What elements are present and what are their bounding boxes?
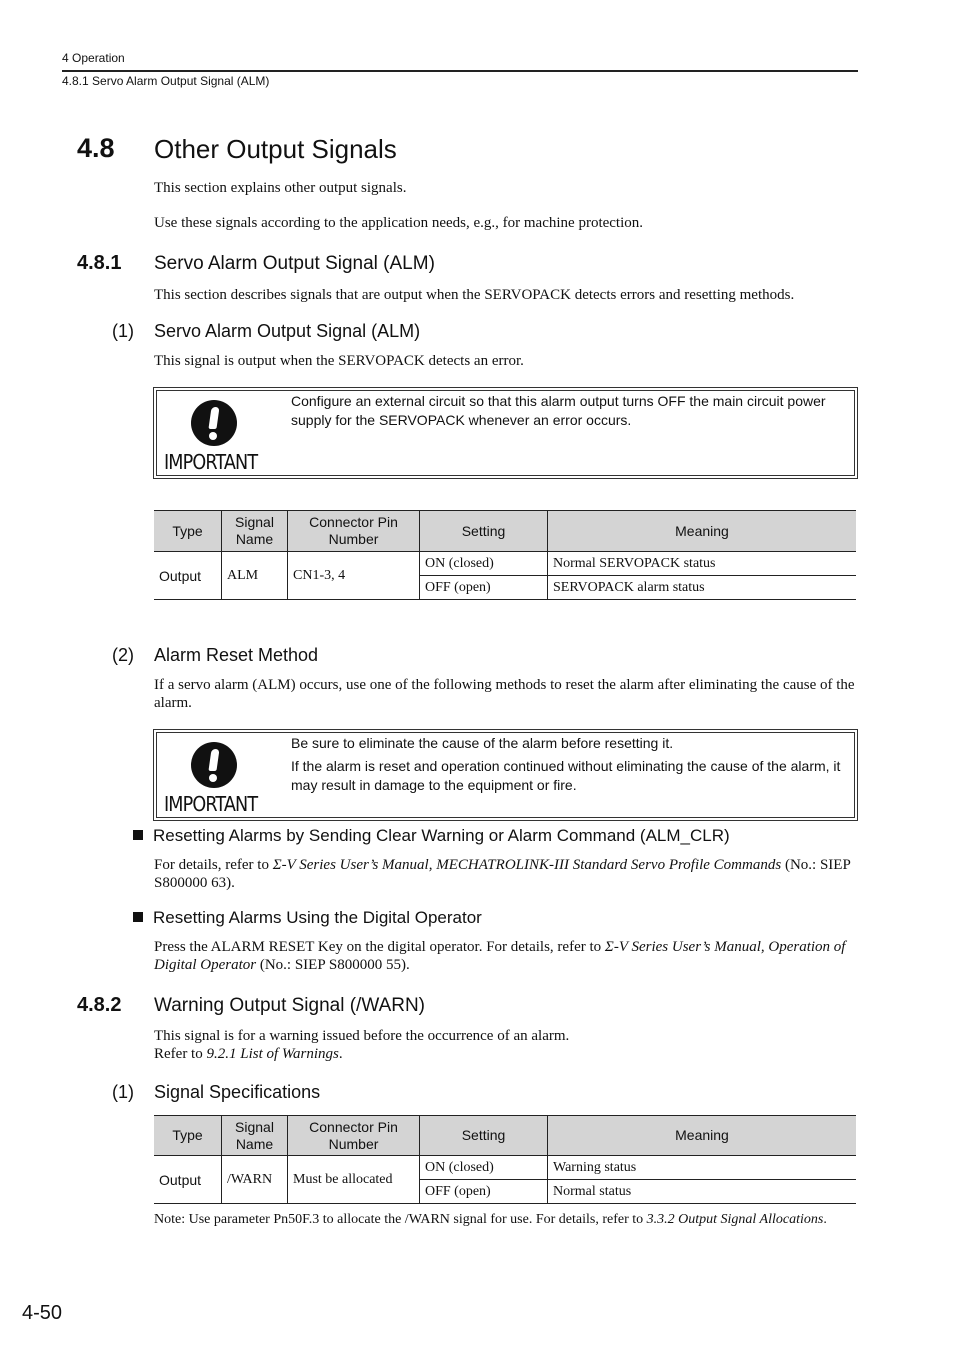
col-header: Setting (420, 1116, 548, 1156)
col-header: Signal Name (222, 1116, 288, 1156)
section-number: 4.8 (77, 133, 115, 163)
header-rule (62, 70, 858, 72)
meaning-cell: Normal SERVOPACK status (548, 552, 857, 576)
paragraph: This signal is output when the SERVOPACK detects an error. (154, 353, 524, 369)
signal-cell: ALM (222, 552, 288, 600)
type-cell: Output (154, 1156, 222, 1204)
item-title: Signal Specifications (154, 1082, 321, 1102)
meaning-cell: Normal status (548, 1180, 857, 1204)
col-header: Type (154, 511, 222, 552)
meaning-cell: SERVOPACK alarm status (548, 576, 857, 600)
paragraph: Press the ALARM RESET Key on the digital operator. For details, refer to Σ-V Series User’s Manual, Operation of Digital Operator (No.: SIEP S800000 55). (154, 939, 846, 973)
paragraph: Use these signals according to the application needs, e.g., for machine protection. (154, 215, 644, 231)
meaning-cell: Warning status (548, 1156, 857, 1180)
paragraph: This section explains other output signals. (154, 180, 407, 196)
pin-cell: CN1-3, 4 (288, 552, 420, 600)
important-label: IMPORTANT (164, 450, 258, 474)
item-number: (1) (112, 1082, 134, 1102)
col-header: Connector Pin Number (288, 1116, 420, 1156)
exclamation-icon (191, 400, 237, 446)
alm-signal-table (154, 510, 856, 600)
item-number: (2) (112, 645, 134, 665)
subsection-number: 4.8.1 (77, 252, 122, 274)
important-notice (153, 729, 858, 821)
paragraph: For details, refer to Σ-V Series User’s Manual, MECHATROLINK-III Standard Servo Profile Commands (No.: SIEP S800000 63). (154, 857, 851, 891)
subsection-title: Servo Alarm Output Signal (ALM) (154, 253, 435, 274)
exclamation-icon (191, 742, 237, 788)
col-header: Meaning (548, 511, 857, 552)
table-note: Note: Use parameter Pn50F.3 to allocate the /WARN signal for use. For details, refer to 3.3.2 Output Signal Allocations. (154, 1212, 827, 1227)
section-reference: 3.3.2 Output Signal Allocations (646, 1212, 824, 1227)
bullet-heading: Resetting Alarms by Sending Clear Warning or Alarm Command (ALM_CLR) (133, 826, 730, 846)
square-bullet-icon (133, 912, 143, 922)
chapter-header: 4 Operation (62, 51, 125, 65)
col-header: Connector Pin Number (288, 511, 420, 552)
important-notice (153, 387, 858, 479)
paragraph: If a servo alarm (ALM) occurs, use one of the following methods to reset the alarm after eliminating the cause of the alarm. (154, 677, 855, 711)
manual-reference: Σ-V Series User’s Manual, Operation of Digital Operator (154, 939, 846, 973)
setting-cell: OFF (open) (420, 576, 548, 600)
section-header: 4.8.1 Servo Alarm Output Signal (ALM) (62, 74, 270, 88)
section-title: Other Output Signals (154, 134, 397, 164)
item-title: Servo Alarm Output Signal (ALM) (154, 321, 421, 341)
manual-reference: Σ-V Series User’s Manual, MECHATROLINK-III Standard Servo Profile Commands (272, 857, 782, 873)
setting-cell: OFF (open) (420, 1180, 548, 1204)
col-header: Meaning (548, 1116, 857, 1156)
important-text: Be sure to eliminate the cause of the alarm before resetting it. (291, 735, 674, 751)
setting-cell: ON (closed) (420, 552, 548, 576)
paragraph: This signal is for a warning issued before the occurrence of an alarm. (154, 1028, 570, 1044)
important-label: IMPORTANT (164, 792, 258, 816)
setting-cell: ON (closed) (420, 1156, 548, 1180)
important-text: If the alarm is reset and operation continued without eliminating the cause of the alarm, it may result in damage to the equipment or fire. (291, 758, 841, 793)
col-header: Type (154, 1116, 222, 1156)
subsection-number: 4.8.2 (77, 994, 122, 1016)
col-header: Signal Name (222, 511, 288, 552)
pin-cell: Must be allocated (288, 1156, 420, 1204)
item-title: Alarm Reset Method (154, 645, 319, 665)
bullet-heading: Resetting Alarms Using the Digital Operator (133, 908, 482, 928)
table-row (154, 1156, 856, 1180)
paragraph: This section describes signals that are output when the SERVOPACK detects errors and resetting methods. (154, 287, 795, 303)
important-text: Configure an external circuit so that this alarm output turns OFF the main circuit power supply for the SERVOPACK whenever an error occurs. (291, 393, 826, 428)
col-header: Setting (420, 511, 548, 552)
page-number: 4-50 (22, 1302, 63, 1324)
paragraph: Refer to 9.2.1 List of Warnings. (154, 1046, 343, 1062)
section-reference: 9.2.1 List of Warnings (206, 1046, 339, 1062)
signal-cell: /WARN (222, 1156, 288, 1204)
item-number: (1) (112, 321, 134, 341)
square-bullet-icon (133, 830, 143, 840)
type-cell: Output (154, 552, 222, 600)
warn-signal-table (154, 1115, 856, 1204)
subsection-title: Warning Output Signal (/WARN) (154, 995, 426, 1016)
table-row (154, 552, 856, 576)
